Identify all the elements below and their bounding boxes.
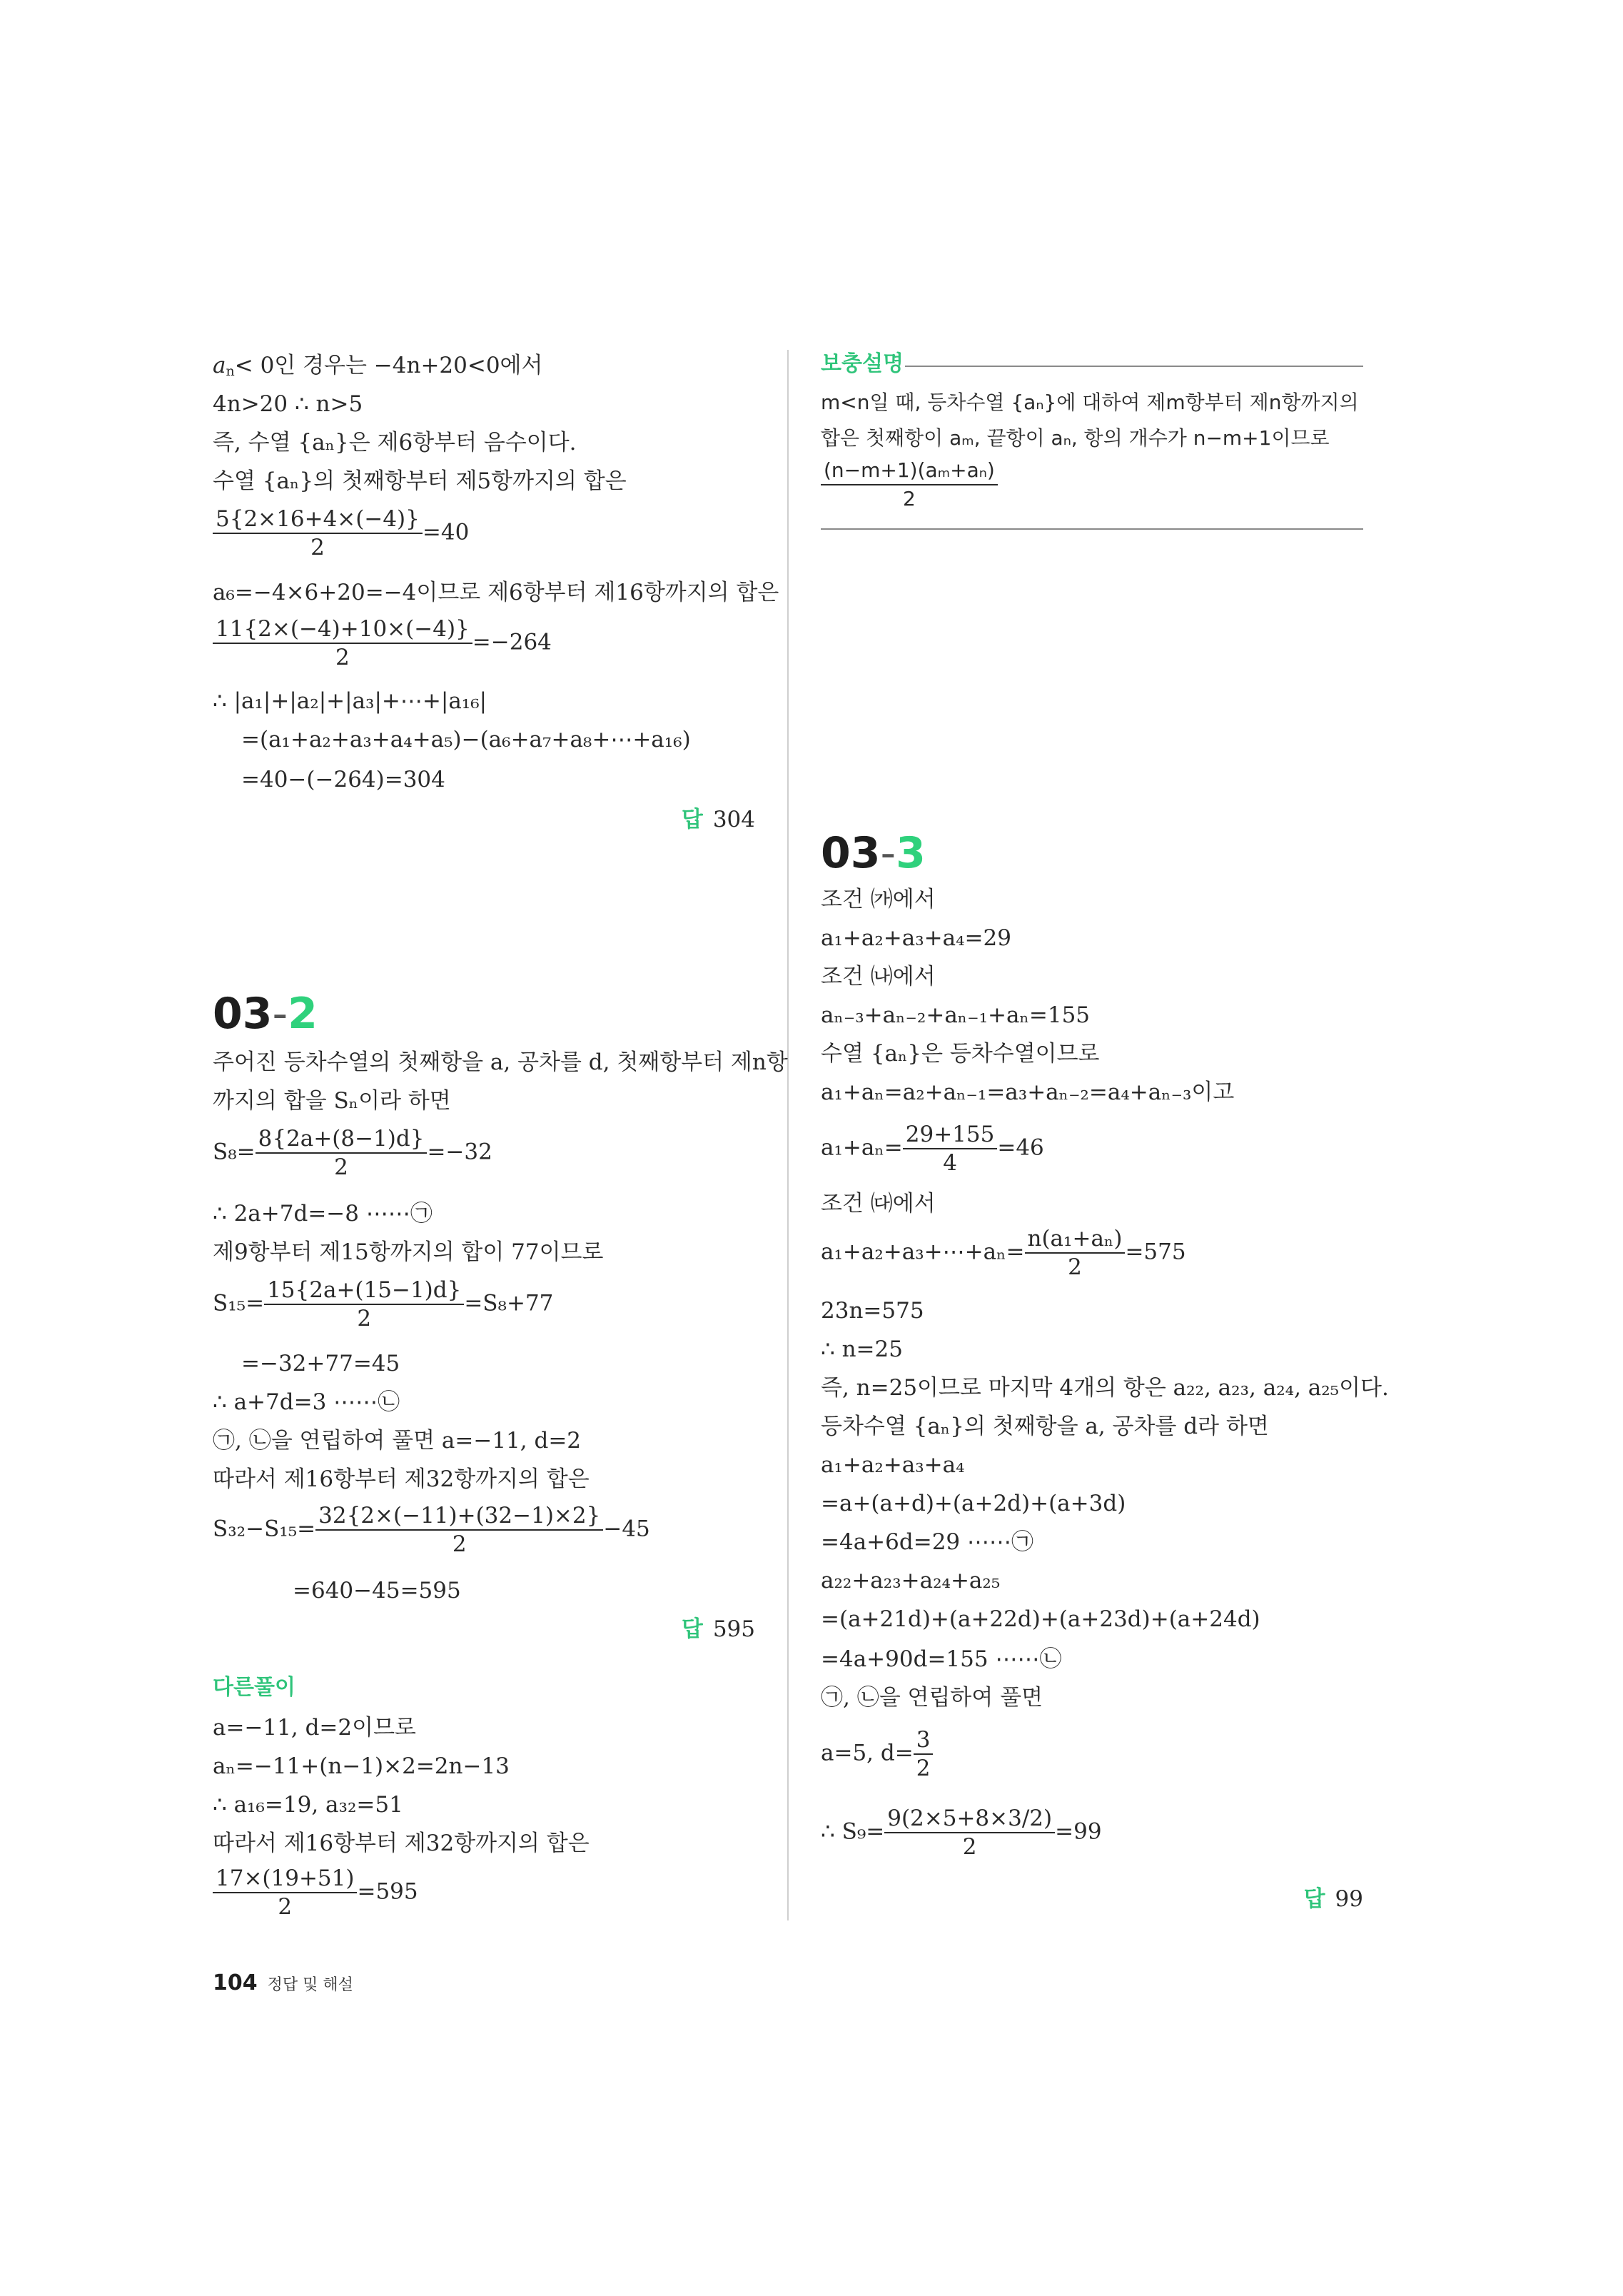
- line: a₁+a₂+a₃+a₄: [821, 1452, 965, 1478]
- line: a=−11, d=2이므로: [213, 1715, 416, 1741]
- line: 따라서 제16항부터 제32항까지의 합은: [213, 1466, 590, 1492]
- note-bottom-rule: [821, 528, 1363, 530]
- fraction-line: S₁₅= $\frac{15\{2a+(15-1)d\}}{2}$ =S₈+77: [213, 1277, 554, 1331]
- line: $a_n< 0$인 경우는 −4n+20<0에서: [213, 353, 543, 379]
- fraction: $\frac{\text{(n−m+1)(aₘ+aₙ)}}{2}$: [821, 457, 998, 513]
- line: =4a+90d=155 ⋯⋯㉡: [821, 1646, 1062, 1672]
- fraction: $\frac{29+155}{4}$: [903, 1121, 998, 1177]
- fraction: $\frac{17\times(19+51)}{2}$: [213, 1865, 357, 1920]
- line: 조건 ㈏에서: [821, 964, 936, 990]
- line: =a+(a+d)+(a+2d)+(a+3d): [821, 1491, 1126, 1516]
- fraction-line: $\frac{17\times(19+51)}{2}$ =595: [213, 1865, 418, 1920]
- line: =640−45=595: [293, 1578, 461, 1603]
- answer: [682, 1615, 755, 1643]
- answer-value: 99: [1335, 1886, 1363, 1912]
- column-divider: [787, 350, 789, 1920]
- line: =(a₁+a₂+a₃+a₄+a₅)−(a₆+a₇+a₈+⋯+a₁₆): [241, 727, 691, 752]
- line: a₁+aₙ=a₂+aₙ₋₁=a₃+aₙ₋₂=a₄+aₙ₋₃이고: [821, 1079, 1235, 1105]
- line: 조건 ㈐에서: [821, 1191, 936, 1217]
- fraction-line: ∴ S₉= $\frac{9(2\times 5+8\times 3/2)}{2}$ =99: [821, 1806, 1102, 1860]
- fraction-line: a₁+a₂+a₃+⋯+aₙ= $\frac{\text{n(a₁+aₙ)}}{2}$ =575: [821, 1226, 1186, 1280]
- line: =40−(−264)=304: [241, 767, 445, 792]
- line: 23n=575: [821, 1298, 924, 1324]
- fraction: $\frac{9(2\times 5+8\times 3/2)}{2}$: [884, 1805, 1055, 1861]
- line: 까지의 합을 Sₙ이라 하면: [213, 1088, 451, 1114]
- note-top-rule: [905, 366, 1363, 367]
- line: ㉠, ㉡을 연립하여 풀면 a=−11, d=2: [213, 1428, 582, 1454]
- line: 즉, n=25이므로 마지막 4개의 항은 a₂₂, a₂₃, a₂₄, a₂₅이다.: [821, 1375, 1389, 1401]
- alternative-solution-label: 다른풀이: [213, 1675, 295, 1700]
- line: ∴ a₁₆=19, a₃₂=51: [213, 1792, 403, 1818]
- answer: [682, 805, 755, 834]
- answer: [1304, 1885, 1363, 1913]
- fraction-line: a=5, d= $\frac{3}{2}$: [821, 1726, 933, 1782]
- note-label: 보충설명: [821, 351, 904, 376]
- fraction: $\frac{11\{2\times(-4)+10\times(-4)\}}{2}$: [213, 615, 472, 671]
- page-footer: [213, 1970, 353, 1995]
- line: ∴ a+7d=3 ⋯⋯㉡: [213, 1389, 400, 1415]
- fraction: $\frac{32\{2\times(-11)+(32-1)\times 2\}}{2}$: [315, 1502, 603, 1558]
- note-line: m<n일 때, 등차수열 {aₙ}에 대하여 제m항부터 제n항까지의: [821, 391, 1359, 414]
- line: a₂₂+a₂₃+a₂₄+a₂₅: [821, 1568, 1001, 1593]
- fraction: $\frac{\text{n(a₁+aₙ)}}{2}$: [1025, 1225, 1126, 1281]
- fraction: $\frac{8\{2a+(8-1)d\}}{2}$: [256, 1125, 428, 1181]
- answer-label: 답: [681, 1616, 703, 1642]
- line: =−32+77=45: [241, 1351, 400, 1376]
- line: 등차수열 {aₙ}의 첫째항을 a, 공차를 d라 하면: [821, 1414, 1269, 1439]
- fraction-line: S₈= $\frac{8\{2a+(8-1)d\}}{2}$ =−32: [213, 1126, 492, 1180]
- fraction-line: $\frac{11\{2\times(-4)+10\times(-4)\}}{2}$ =−264: [213, 615, 552, 671]
- line: 4n>20 ∴ n>5: [213, 391, 363, 417]
- line: 조건 ㈎에서: [821, 887, 936, 912]
- fraction-line: a₁+aₙ= $\frac{29+155}{4}$ =46: [821, 1122, 1044, 1176]
- answer-value: 304: [712, 807, 755, 832]
- line: =4a+6d=29 ⋯⋯㉠: [821, 1529, 1033, 1555]
- line: a₁+a₂+a₃+a₄=29: [821, 925, 1011, 951]
- line: a₆=−4×6+20=−4이므로 제6항부터 제16항까지의 합은: [213, 580, 779, 605]
- line: aₙ=−11+(n−1)×2=2n−13: [213, 1753, 510, 1779]
- line: =(a+21d)+(a+22d)+(a+23d)+(a+24d): [821, 1606, 1260, 1632]
- answer-label: 답: [1303, 1886, 1325, 1912]
- page-number: 104: [213, 1970, 258, 1995]
- line: ∴ |a₁|+|a₂|+|a₃|+⋯+|a₁₆|: [213, 688, 487, 714]
- line: 주어진 등차수열의 첫째항을 a, 공차를 d, 첫째항부터 제n항: [213, 1049, 788, 1075]
- fraction: $\frac{5\{2\times 16+4\times(-4)\}}{2}$: [213, 505, 423, 561]
- line: 수열 {aₙ}의 첫째항부터 제5항까지의 합은: [213, 468, 627, 494]
- line: ∴ n=25: [821, 1336, 903, 1362]
- answer-value: 595: [712, 1616, 755, 1642]
- problem-heading-03-3: 03-3: [821, 828, 926, 878]
- note-line: 합은 첫째항이 aₘ, 끝항이 aₙ, 항의 개수가 n−m+1이므로: [821, 426, 1330, 450]
- line: aₙ₋₃+aₙ₋₂+aₙ₋₁+aₙ=155: [821, 1002, 1091, 1028]
- line: 따라서 제16항부터 제32항까지의 합은: [213, 1831, 590, 1856]
- fraction: $\frac{15\{2a+(15-1)d\}}{2}$: [264, 1277, 464, 1332]
- line: 즉, 수열 {aₙ}은 제6항부터 음수이다.: [213, 430, 577, 455]
- problem-heading-03-2: 03-2: [213, 989, 318, 1039]
- fraction: $\frac{3}{2}$: [914, 1726, 934, 1782]
- line: 수열 {aₙ}은 등차수열이므로: [821, 1041, 1100, 1067]
- line: ∴ 2a+7d=−8 ⋯⋯㉠: [213, 1201, 433, 1227]
- fraction-line: S₃₂−S₁₅= $\frac{32\{2\times(-11)+(32-1)\times 2\}}{2}$ −45: [213, 1503, 650, 1557]
- fraction-line: $\frac{5\{2\times 16+4\times(-4)\}}{2}$ =40: [213, 505, 469, 561]
- line: ㉠, ㉡을 연립하여 풀면: [821, 1685, 1043, 1711]
- footer-title: 정답 및 해설: [267, 1976, 353, 1994]
- answer-label: 답: [681, 807, 703, 832]
- note-fraction: [821, 457, 998, 513]
- line: 제9항부터 제15항까지의 합이 77이므로: [213, 1239, 604, 1265]
